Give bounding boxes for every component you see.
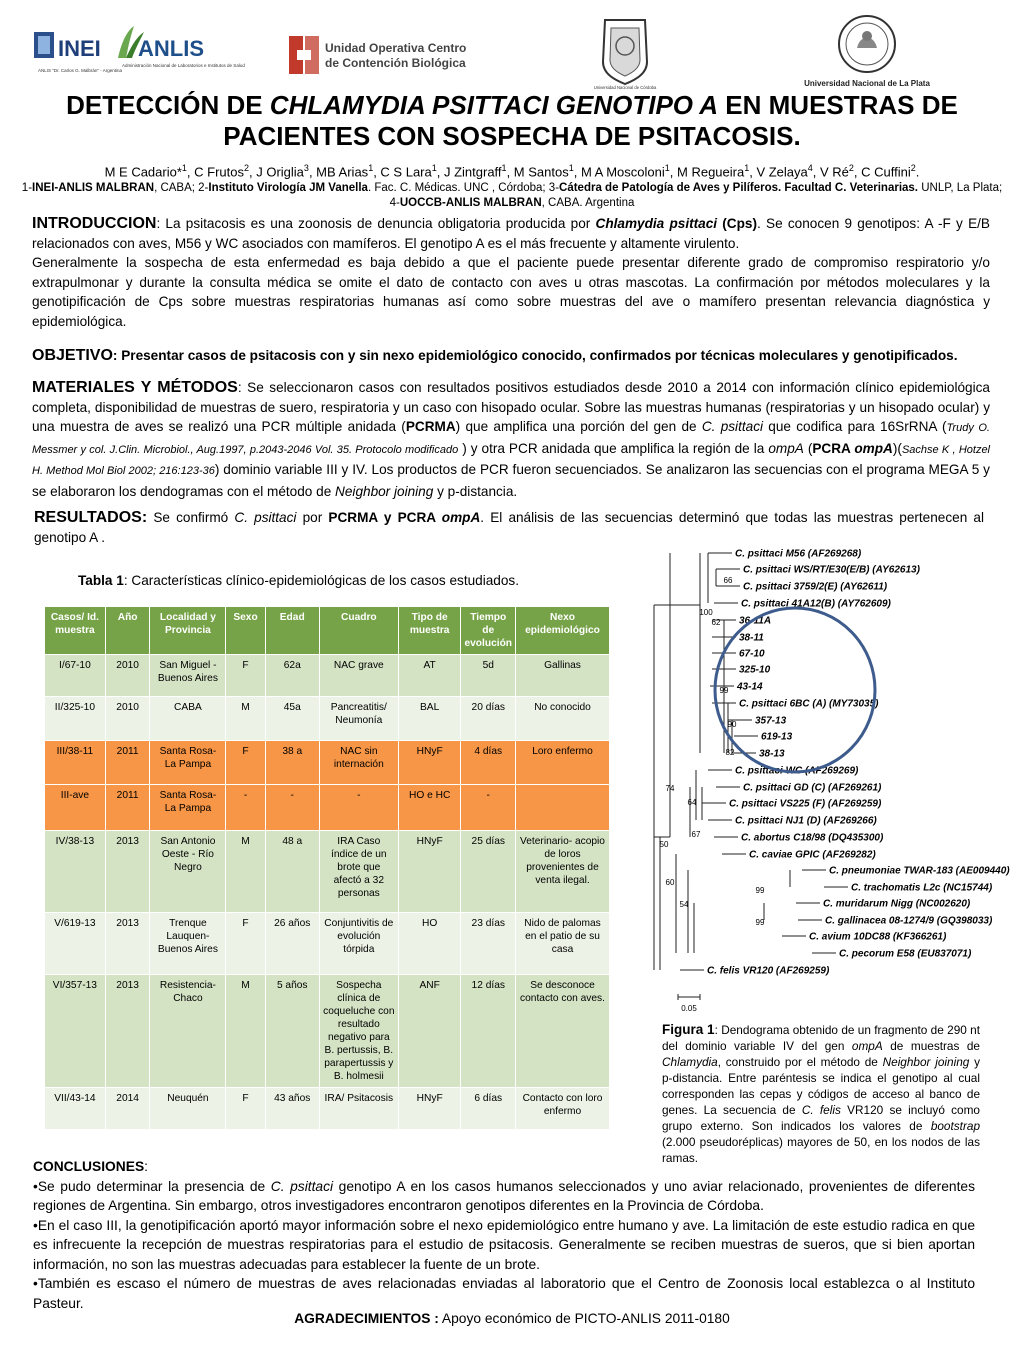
tree-taxon-label: C. psittaci 6BC (A) (MY73035)	[739, 698, 879, 710]
table-cell: HO e HC	[398, 785, 461, 831]
table-header-cell: Tiempo de evolución	[461, 607, 516, 655]
tree-bootstrap-value: 99	[719, 686, 729, 695]
author-affiliation-number: 1	[501, 163, 507, 173]
author-affiliation-number: 1	[568, 163, 574, 173]
table-cell: 6 días	[461, 1088, 516, 1130]
author-name: , M A Moscoloni	[573, 164, 665, 180]
table-cell: NAC grave	[319, 655, 398, 697]
table-cell: M	[226, 697, 265, 741]
table-cell: F	[226, 655, 265, 697]
ucc-logo-line1: Unidad Operativa Centro	[325, 41, 467, 55]
tree-bootstrap-value: 67	[691, 830, 701, 839]
tree-taxon-label: C. avium 10DC88 (KF366261)	[809, 931, 947, 943]
table-header-cell: Sexo	[226, 607, 265, 655]
conclusions-section	[33, 1157, 975, 1313]
author-name: , J Zintgraff	[436, 164, 502, 180]
table-cell: Resistencia- Chaco	[150, 975, 226, 1088]
author-name: , MB Arias	[308, 164, 369, 180]
author-list: M E Cadario*$^1$, C Frutos$^2$, J Origlia$^3$, MB Arias$^1$, C S Lara$^1$, J Zintgraff$^1$, M Santos$^1$, M A Moscoloni$^1$, M Regueira$^1$, V Zelaya$^4$, V $Ré^2$, C Cuffini$^2$.	[104, 163, 920, 180]
objective-section	[32, 346, 990, 366]
table-cell: Trenque Lauquen- Buenos Aires	[150, 913, 226, 975]
table-cell: 5 años	[265, 975, 319, 1088]
author-affiliation-number: 1	[368, 163, 374, 173]
tree-taxon-label: C. psittaci VS225 (F) (AF269259)	[729, 798, 882, 810]
results-ompa: ompA	[441, 510, 481, 525]
affil-num: 1-	[21, 182, 33, 194]
figure-caption-label: Figura 1	[662, 1022, 715, 1037]
table-cell: 5d	[461, 655, 516, 697]
table-cell: 62a	[265, 655, 319, 697]
author-affiliation-number: 1	[664, 163, 670, 173]
table-cell: No conocido	[516, 697, 610, 741]
methods-pcrma: PCRMA	[405, 419, 456, 434]
table-cell: 2014	[105, 1088, 150, 1130]
tree-bootstrap-value: 50	[659, 840, 669, 849]
table-cell: 2010	[105, 697, 150, 741]
tree-bootstrap-value: 62	[711, 618, 721, 627]
table-cell: 2011	[105, 741, 150, 785]
table-header-cell: Localidad y Provincia	[150, 607, 226, 655]
table-cell: 25 días	[461, 831, 516, 913]
conclusion-1-cps: C. psittaci	[270, 1178, 334, 1194]
table-cell: ANF	[398, 975, 461, 1088]
tree-bootstrap-value: 90	[727, 720, 737, 729]
tree-taxon-label: 36-11A	[739, 615, 772, 627]
table-cell: III-ave	[45, 785, 106, 831]
table-row	[45, 913, 610, 975]
methods-cps: C. psittaci	[701, 419, 764, 434]
table-cell: 26 años	[265, 913, 319, 975]
table-cell: 4 días	[461, 741, 516, 785]
table-cell: II/325-10	[45, 697, 106, 741]
methods-text-7: ) dominio variable III y IV. Los productos de PCR fueron secuenciados. Se analizaron las secuencias con el programa MEGA 5 y se elaboraron los dendogramas con el método de	[32, 462, 990, 499]
unlp-seal	[800, 10, 935, 90]
table-cell: Conjuntivitis de evolución tórpida	[319, 913, 398, 975]
figcap-text-1: : Dendograma obtenido de un fragmento de 290 nt del dominio variable IV del gen	[662, 1023, 980, 1053]
table-cell: I/67-10	[45, 655, 106, 697]
tree-taxon-label: C. caviae GPIC (AF269282)	[749, 849, 876, 861]
acknowledgements	[0, 1311, 1024, 1326]
ack-heading: AGRADECIMIENTOS :	[294, 1311, 439, 1326]
tree-taxon-label: C. gallinacea 08-1274/9 (GQ398033)	[825, 915, 993, 927]
tree-bootstrap-value: 60	[665, 878, 675, 887]
table-cell: NAC sin internación	[319, 741, 398, 785]
intro-cps-abbr: (Cps)	[717, 216, 758, 231]
intro-paragraph-2: Generalmente la sospecha de esta enfermedad es baja debido a que el paciente puede presentar diferente grado de compromiso respiratorio y/o extrapulmonar y durante la consulta médica se omite el dato de contacto con aves u otras mascotas. La confirmación por métodos moleculares y la genotipificación de Cps sobre muestras respiratorias humanas así como sobre muestras del ave o mamífero presentan relevancia diagnóstica y epidemiológica.	[32, 255, 990, 329]
table-cell: 12 días	[461, 975, 516, 1088]
table-row	[45, 1088, 610, 1130]
ack-text: Apoyo económico de PICTO-ANLIS 2011-0180	[438, 1311, 730, 1326]
author-name: , C Cuffini	[853, 164, 911, 180]
table-header-cell: Edad	[265, 607, 319, 655]
tree-taxon-label: C. abortus C18/98 (DQ435300)	[741, 832, 884, 844]
figcap-cfelis: C. felis	[801, 1103, 841, 1117]
tree-taxon-label: C. pecorum E58 (EU837071)	[839, 948, 972, 960]
tree-bootstrap-value: 74	[665, 784, 675, 793]
table-cell: 2010	[105, 655, 150, 697]
author-affiliation-number: 1	[744, 163, 750, 173]
table-cell: HNyF	[398, 1088, 461, 1130]
table-cell: VI/357-13	[45, 975, 106, 1088]
tree-taxon-label: C. psittaci 3759/2(E) (AY62611)	[743, 581, 888, 593]
table-row	[45, 785, 610, 831]
tree-bootstrap-value: 100	[699, 608, 713, 617]
table-row	[45, 975, 610, 1088]
title-part2: EN MUESTRAS DE PACIENTES CON SOSPECHA DE PSITACOSIS.	[223, 90, 958, 151]
author-affiliation-number: 2	[848, 163, 854, 173]
unc-seal	[585, 12, 665, 90]
anlis-logo-text: ANLIS	[138, 36, 204, 61]
figcap-text-2: de muestras de	[882, 1039, 980, 1053]
tree-taxon-label: C. psittaci 41A12(B) (AY762609)	[741, 598, 891, 610]
author-affiliation-number: 1	[181, 163, 187, 173]
methods-ompa: ompA	[768, 440, 804, 456]
table-cell: San Miguel - Buenos Aires	[150, 655, 226, 697]
table-cell: F	[226, 741, 265, 785]
results-cps: C. psittaci	[234, 510, 297, 525]
table-cell: IRA/ Psitacosis	[319, 1088, 398, 1130]
table-cell: V/619-13	[45, 913, 106, 975]
affil-1-rest: , CABA; 2-	[154, 182, 209, 194]
introduction-section	[32, 214, 990, 331]
affiliations	[20, 181, 1004, 211]
author-name: M E Cadario*	[104, 164, 182, 180]
table-header-row	[45, 607, 610, 655]
figure-caption	[662, 1022, 980, 1166]
table-cell: Neuquén	[150, 1088, 226, 1130]
conclusion-1-text: •Se pudo determinar la presencia de	[33, 1178, 271, 1194]
affil-2-rest: . Fac. C. Médicas. UNC , Córdoba; 3-	[367, 182, 560, 194]
figcap-text-4: y p-distancia. Entre paréntesis se indica el genotipo al cual corresponden las cepas y códigos de acceso al banco de genes. La secuencia de	[662, 1055, 980, 1117]
table-cell: 2013	[105, 975, 150, 1088]
methods-citation-2: Sachse K , Hotzel H. Method Mol Biol 2002; 216:123-36	[32, 443, 991, 477]
intro-text-2: . Se conocen 9 genotipos: A -F y E/B relacionados con aves, M56 y WC asociados con mamíferos. El genotipo A es el más frecuente y altamente virulento.	[32, 216, 990, 251]
table-row	[45, 697, 610, 741]
table-cell: 2013	[105, 913, 150, 975]
inei-anlis-logo	[30, 20, 245, 82]
affil-4-rest: , CABA. Argentina	[541, 197, 635, 209]
methods-text-8: y p-distancia.	[433, 483, 518, 499]
objective-heading: OBJETIVO	[32, 347, 113, 364]
results-text-3: . El análisis de las secuencias determinó que todas las muestras pertenecen al genotipo A .	[34, 510, 985, 545]
figcap-nj: Neighbor joining	[882, 1055, 970, 1069]
intro-text: : La psitacosis es una zoonosis de denuncia obligatoria producida por	[156, 216, 596, 231]
table-cell: 20 días	[461, 697, 516, 741]
tree-bootstrap-value: 99	[755, 886, 765, 895]
table-caption-label: Tabla 1	[78, 573, 124, 588]
conclusions-heading: CONCLUSIONES	[33, 1159, 145, 1174]
tree-taxon-label: C. trachomatis L2c (NC15744)	[851, 882, 993, 894]
table-cell: F	[226, 913, 265, 975]
methods-section	[32, 378, 990, 501]
table-cell: Nido de palomas en el patio de su casa	[516, 913, 610, 975]
methods-text-6: )(	[892, 440, 902, 456]
methods-text-2: ) que amplifica una porción del gen de	[455, 419, 702, 434]
conclusion-1-rest: genotipo A en los casos humanos seleccionados y uno aviar relacionado, provenientes de diferentes regiones de Argentina. Sin embargo, otros investigadores encontraron genotipos diferentes en la Provincia de Córdoba.	[33, 1178, 975, 1213]
cases-table	[44, 606, 610, 1130]
table-cell: CABA	[150, 697, 226, 741]
methods-pcra: PCRA	[812, 440, 855, 456]
tree-taxon-label: 357-13	[755, 715, 787, 727]
ucc-logo-line2: de Contención Biológica	[325, 56, 466, 70]
tree-taxon-label: C. psittaci WS/RT/E30(E/B) (AY62613)	[743, 564, 920, 576]
table-cell: 23 días	[461, 913, 516, 975]
tree-taxon-label: 67-10	[739, 648, 765, 660]
table-cell: -	[265, 785, 319, 831]
table-header-cell: Tipo de muestra	[398, 607, 461, 655]
table-cell: Santa Rosa- La Pampa	[150, 741, 226, 785]
tree-bootstrap-value: 99	[755, 918, 765, 927]
table-cell: Se desconoce contacto con aves.	[516, 975, 610, 1088]
table-cell: 38 a	[265, 741, 319, 785]
figcap-ompa: ompA	[851, 1039, 883, 1053]
table-cell: 45a	[265, 697, 319, 741]
affil-3-rest: UNLP, La Plata; 4-	[389, 182, 1003, 209]
tree-scale-label: 0.05	[681, 1004, 697, 1013]
title-part1: DETECCIÓN DE	[66, 90, 270, 120]
figcap-text-3: , construido por el método de	[717, 1055, 883, 1069]
table-cell: M	[226, 831, 265, 913]
table-cell: Loro enfermo	[516, 741, 610, 785]
figcap-bootstrap: bootstrap	[930, 1119, 980, 1133]
table-cell: -	[226, 785, 265, 831]
table-row	[45, 655, 610, 697]
figcap-text-5: VR120 se incluyó como grupo externo. Son indicados los valores de	[662, 1103, 980, 1133]
table-cell: 48 a	[265, 831, 319, 913]
figcap-text-6: (2.000 pseudoréplicas) mayores de 50, en los nodos de las ramas.	[662, 1135, 980, 1165]
table-cell: 43 años	[265, 1088, 319, 1130]
table-cell: HO	[398, 913, 461, 975]
table-cell	[516, 785, 610, 831]
unc-seal-caption: Universidad Nacional de Córdoba	[593, 85, 657, 90]
table-header-cell: Nexo epidemiológico	[516, 607, 610, 655]
table-cell: M	[226, 975, 265, 1088]
tree-bootstrap-value: 64	[687, 798, 697, 807]
inei-logo-subtitle: ANLIS "Dr. Carlos G. Malbrán" - Argentina	[38, 68, 122, 73]
tree-taxon-label: C. felis VR120 (AF269259)	[707, 965, 830, 977]
table-cell: 2011	[105, 785, 150, 831]
author-name: , M Santos	[506, 164, 569, 180]
tree-taxon-label: C. pneumoniae TWAR-183 (AE009440)	[829, 865, 1010, 877]
inei-logo-text: INEI	[58, 36, 101, 61]
table-cell: San Antonio Oeste - Río Negro	[150, 831, 226, 913]
intro-cps: Chlamydia psittaci	[595, 216, 718, 231]
table-cell: HNyF	[398, 741, 461, 785]
author-name: , V Zelaya	[749, 164, 808, 180]
table-cell: Santa Rosa- La Pampa	[150, 785, 226, 831]
tree-taxon-label: 619-13	[761, 731, 793, 743]
table-cell: III/38-11	[45, 741, 106, 785]
tree-bootstrap-value: 82	[725, 748, 735, 757]
table-cell: 2013	[105, 831, 150, 913]
methods-pcra-ompa: ompA	[854, 440, 893, 456]
author-name: , C Frutos	[186, 164, 244, 180]
affil-2: Instituto Virología JM Vanella	[208, 182, 368, 194]
author-name: , C S Lara	[373, 164, 432, 180]
title-italic: CHLAMYDIA PSITTACI GENOTIPO A	[269, 90, 719, 120]
table-cell: Sospecha clínica de coqueluche con resultado negativo para B. pertussis, B. parapertussis y B. holmesii	[319, 975, 398, 1088]
table-row	[45, 831, 610, 913]
results-pcr: PCRMA y PCRA	[328, 510, 442, 525]
results-heading: RESULTADOS:	[34, 509, 148, 526]
table-row	[45, 741, 610, 785]
author-name: , J Origlia	[249, 164, 304, 180]
tree-taxon-label: C. psittaci GD (C) (AF269261)	[743, 782, 882, 794]
tree-taxon-label: 38-13	[759, 748, 785, 760]
anlis-logo-subtitle: Administración Nacional de Laboratorios e Institutos de Salud	[122, 63, 245, 68]
methods-heading: MATERIALES Y MÉTODOS	[32, 379, 238, 396]
tree-taxon-label: 43-14	[737, 681, 763, 693]
figcap-chlamydia: Chlamydia	[662, 1055, 718, 1069]
author-affiliation-number: 2	[910, 163, 916, 173]
methods-nj: Neighbor joining	[335, 483, 434, 499]
author-affiliation-number: 2	[244, 163, 250, 173]
table-cell: Gallinas	[516, 655, 610, 697]
table-cell: -	[319, 785, 398, 831]
methods-text-4: ) y otra PCR anidada que amplifica la región de la	[458, 440, 769, 456]
results-section	[34, 508, 984, 547]
author-affiliation-number: 4	[807, 163, 813, 173]
table-cell: BAL	[398, 697, 461, 741]
results-text-2: por	[296, 510, 329, 525]
table-header-cell: Cuadro	[319, 607, 398, 655]
tree-bootstrap-value: 66	[723, 576, 733, 585]
methods-text-3: que codifica para 16SrRNA (	[763, 419, 947, 434]
table-caption	[78, 573, 519, 588]
table-cell: Pancreatitis/ Neumonía	[319, 697, 398, 741]
affil-4: UOCCB-ANLIS MALBRAN	[399, 197, 542, 209]
objective-text: : Presentar casos de psitacosis con y sin nexo epidemiológico conocido, confirmados por técnicas moleculares y genotipificados.	[112, 348, 958, 363]
tree-bootstrap-value: 54	[679, 900, 689, 909]
tree-taxon-label: C. psittaci M56 (AF269268)	[735, 548, 862, 560]
tree-taxon-label: C. psittaci WC (AF269269)	[735, 765, 859, 777]
table-cell: VII/43-14	[45, 1088, 106, 1130]
intro-heading: INTRODUCCION	[32, 215, 157, 232]
conclusion-3: •También es escaso el número de muestras de aves relacionadas enviadas al laboratorio que el Centro de Zoonosis local establezca o al Instituto Pasteur.	[33, 1276, 975, 1311]
affil-1: INEI-ANLIS MALBRAN	[32, 182, 155, 194]
methods-citation-1: Trudy O. Messmer y col. J.Clin. Microbiol., Aug.1997, p.2043-2046 Vol. 35. Protocolo modificado	[32, 422, 990, 456]
tree-taxon-label: C. psittaci NJ1 (D) (AF269266)	[735, 815, 877, 827]
table-cell: AT	[398, 655, 461, 697]
conclusions-colon: :	[144, 1159, 148, 1174]
table-cell: IRA Caso índice de un brote que afectó a 32 personas	[319, 831, 398, 913]
tree-taxon-label: C. muridarum Nigg (NC002620)	[823, 898, 971, 910]
results-text-1: Se confirmó	[147, 510, 235, 525]
author-name: , V Ré	[812, 164, 849, 180]
table-cell: HNyF	[398, 831, 461, 913]
dendrogram-figure	[640, 545, 1010, 1015]
table-caption-text: : Características clínico-epidemiológicas de los casos estudiados.	[123, 573, 520, 588]
tree-taxon-label: 38-11	[739, 632, 764, 644]
unlp-seal-caption: Universidad Nacional de La Plata	[804, 79, 930, 88]
table-header-cell: Casos/ Id. muestra	[45, 607, 106, 655]
table-header-cell: Año	[105, 607, 150, 655]
table-cell: Contacto con loro enfermo	[516, 1088, 610, 1130]
author-affiliation-number: 3	[303, 163, 309, 173]
conclusion-2: •En el caso III, la genotipificación aportó mayor información sobre el nexo epidemiológico entre humano y ave. La limitación de este estudio radica en que es infrecuente la recepción de muestras respiratorias para el estudio de psitacosis. Generalmente se reciben muestras de sueros, que si bien aportan información, no son las muestras adecuadas para establecer la fuente de un brote.	[33, 1217, 975, 1272]
methods-text-1: : Se seleccionaron casos con resultados positivos estudiados desde 2010 a 2014 con información clínico epidemiológica completa, disponibilidad de muestras de suero, respiratoria y un caso con hisopado ocular. Sobre las muestras humanas (respiratorias y un hisopado ocular) y una muestra de aves se realizó una PCR múltiple anidada (	[32, 380, 990, 434]
methods-text-5: (	[803, 440, 813, 456]
poster-title	[20, 90, 1004, 152]
table-cell: IV/38-13	[45, 831, 106, 913]
author-affiliation-number: 1	[431, 163, 437, 173]
tree-taxon-label: 325-10	[739, 664, 771, 676]
table-cell: -	[461, 785, 516, 831]
table-cell: F	[226, 1088, 265, 1130]
ucc-logo	[285, 30, 480, 80]
affil-3: Cátedra de Patología de Aves y Pilíferos. Facultad C. Veterinarias.	[559, 182, 919, 194]
table-cell: Veterinario- acopio de loros provenientes de venta ilegal.	[516, 831, 610, 913]
author-name: , M Regueira	[669, 164, 745, 180]
